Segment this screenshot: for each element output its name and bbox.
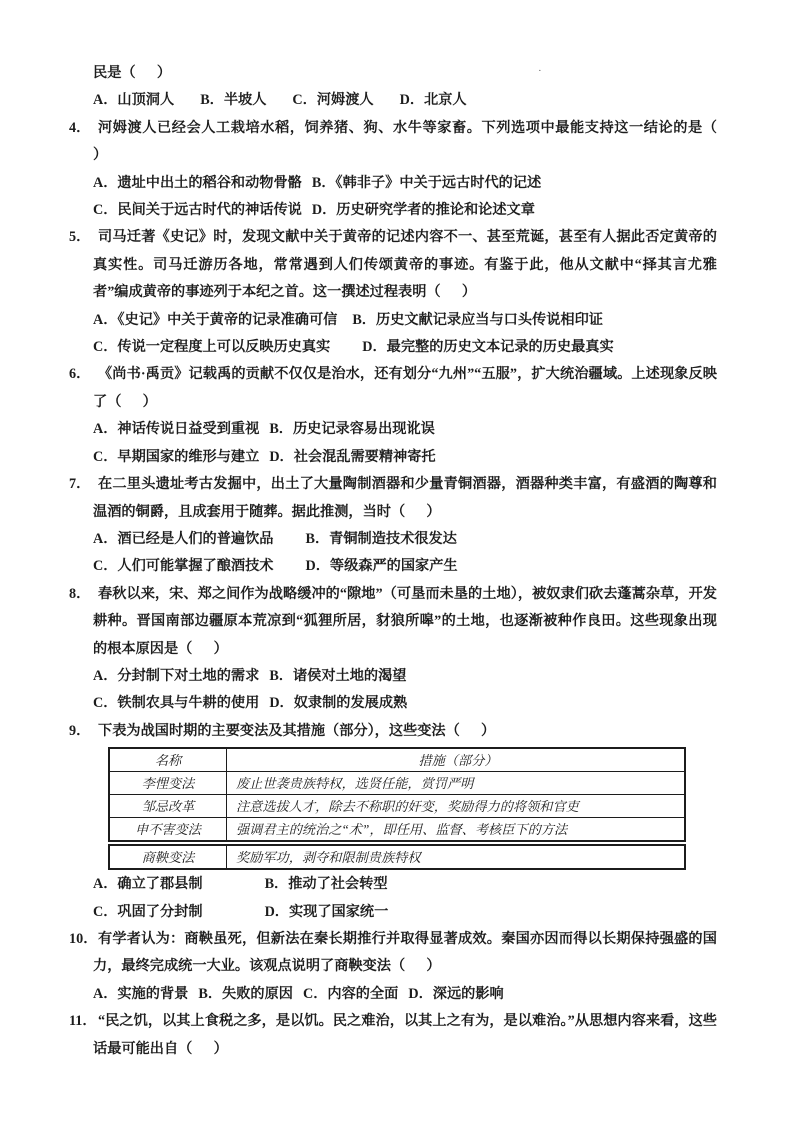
option-b: B．历史记录容易出现讹误 xyxy=(269,421,435,438)
table-row xyxy=(109,845,685,869)
option-a: A．酒已经是人们的普遍饮品 xyxy=(93,530,274,547)
option-b: B．失败的原因 xyxy=(198,985,293,1002)
question-3-continued xyxy=(93,60,717,115)
question-5 xyxy=(69,224,717,361)
option-a: A．遗址中出土的稻谷和动物骨骼 xyxy=(93,174,302,191)
reform-name: 申不害变法 xyxy=(109,818,227,842)
option-d: D．奴隶制的发展成熟 xyxy=(269,695,408,712)
option-line xyxy=(93,981,717,1008)
reforms-table xyxy=(108,747,686,870)
question-stem: “民之饥，以其上食税之多，是以饥。民之难治，以其上之有为，是以难治。”从思想内容来看，这些话最可能出自（ ） xyxy=(93,1013,717,1057)
reform-name: 商鞅变法 xyxy=(109,845,227,869)
reforms-table-split xyxy=(108,844,686,870)
question-4 xyxy=(69,115,739,225)
question-stem: 下表为战国时期的主要变法及其措施（部分），这些变法（ ） xyxy=(98,722,496,739)
question-stem: 司马迁著《史记》时，发现文献中关于黄帝的记述内容不一、甚至荒诞，甚至有人据此否定黄帝的真实性。司马迁游历各地，常常遇到人们传颂黄帝的事迹。有鉴于此，他从文献中“择其言尤雅者”编成黄帝的事迹列于本纪之首。这一撰述过程表明（ ） xyxy=(93,229,717,301)
option-b: B．诸侯对土地的渴望 xyxy=(269,667,407,684)
option-b: B．推动了社会转型 xyxy=(264,876,388,893)
option-d: D．最完整的历史文本记录的历史最真实 xyxy=(362,339,614,356)
option-c: C．内容的全面 xyxy=(302,985,399,1002)
option-a: A．《史记》中关于黄帝的记录准确可信 xyxy=(93,311,338,328)
option-a: A．分封制下对土地的需求 xyxy=(93,667,260,684)
reform-name: 李悝变法 xyxy=(109,772,227,795)
option-d: D．北京人 xyxy=(399,92,467,109)
question-11 xyxy=(69,1008,717,1063)
option-line xyxy=(93,444,717,471)
option-line xyxy=(93,334,717,361)
option-line xyxy=(93,416,717,443)
question-8 xyxy=(69,581,717,718)
reform-measures: 注意选拔人才，除去不称职的奸变，奖励得力的将领和官吏 xyxy=(227,795,686,818)
option-c: C．河姆渡人 xyxy=(292,92,374,109)
option-line xyxy=(93,526,717,553)
question-number: 9． xyxy=(69,722,91,739)
table-header-row xyxy=(109,748,685,772)
option-c: C．早期国家的维形与建立 xyxy=(93,448,260,465)
option-d: D．实现了国家统一 xyxy=(264,903,389,920)
reform-measures: 奖励军功，剥夺和限制贵族特权 xyxy=(227,845,686,869)
question-stem: 在二里头遗址考古发掘中，出土了大量陶制酒器和少量青铜酒器，酒器种类丰富，有盛酒的陶尊和温酒的铜爵，且成套用于随葬。据此推测，当时（ ） xyxy=(93,476,717,520)
question-number: 6． xyxy=(69,366,91,383)
exam-body xyxy=(69,60,739,1063)
question-stem: 河姆渡人已经会人工栽培水稻，饲养猪、狗、水牛等家畜。下列选项中最能支持这一结论的是（ ） xyxy=(93,119,739,164)
option-a: A．神话传说日益受到重视 xyxy=(93,421,260,438)
table-row xyxy=(109,772,685,795)
question-10 xyxy=(69,926,717,1008)
question-stem: 《尚书·禹贡》记载禹的贡献不仅仅是治水，还有划分“九州”“五服”，扩大统治疆域。上述现象反映了（ ） xyxy=(93,366,717,410)
option-c: C．巩固了分封制 xyxy=(93,903,203,920)
option-line xyxy=(93,87,717,114)
option-b: B．青铜制造技术很发达 xyxy=(305,530,457,547)
option-line xyxy=(93,690,717,717)
question-number: 11． xyxy=(69,1013,97,1030)
question-number: 7． xyxy=(69,476,91,493)
option-c: C．铁制农具与牛耕的使用 xyxy=(93,695,260,712)
question-9 xyxy=(69,718,717,926)
option-d: D．历史研究学者的推论和论述文章 xyxy=(311,202,535,219)
option-d: D．等级森严的国家产生 xyxy=(305,558,458,575)
option-a: A．山顶洞人 xyxy=(93,92,175,109)
question-stem: 有学者认为：商鞅虽死，但新法在秦长期推行并取得显著成效。秦国亦因而得以长期保持强盛的国力，最终完成统一大业。该观点说明了商鞅变法（ ） xyxy=(93,930,717,975)
header-measures: 措施（部分） xyxy=(227,748,686,772)
option-line xyxy=(93,170,717,197)
option-c: C．人们可能掌握了酿酒技术 xyxy=(93,558,274,575)
option-line xyxy=(93,899,717,926)
question-stem: 春秋以来，宋、郑之间作为战略缓冲的“隙地”（可垦而未垦的土地），被奴隶们砍去蓬蒿杂草，开发耕种。晋国南部边疆原本荒凉到“狐狸所居，豺狼所嗥”的土地，也逐渐被种作良田。这些现象出现的根本原因是（ ） xyxy=(93,585,717,657)
option-line xyxy=(93,197,717,224)
option-line xyxy=(93,307,717,334)
question-6 xyxy=(69,361,717,471)
option-a: A．实施的背景 xyxy=(93,985,189,1002)
reform-name: 邹忌改革 xyxy=(109,795,227,818)
table-row xyxy=(109,818,685,842)
header-name: 名称 xyxy=(109,748,227,772)
reform-measures: 废止世袭贵族特权，选贤任能，赏罚严明 xyxy=(227,772,686,795)
question-number: 4． xyxy=(69,119,91,136)
question-7 xyxy=(69,471,717,581)
reforms-table-main xyxy=(108,747,686,842)
option-d: D．深远的影响 xyxy=(408,985,504,1002)
option-c: C．传说一定程度上可以反映历史真实 xyxy=(93,339,331,356)
question-number: 10． xyxy=(69,930,98,947)
option-line xyxy=(93,553,717,580)
question-stem: 民是（ ） xyxy=(93,65,172,81)
option-d: D．社会混乱需要精神寄托 xyxy=(269,448,436,465)
option-b: B．半坡人 xyxy=(200,92,267,109)
option-line xyxy=(93,663,717,690)
option-a: A．确立了郡县制 xyxy=(93,876,203,893)
option-line xyxy=(93,871,717,898)
option-c: C．民间关于远古时代的神话传说 xyxy=(93,202,302,219)
question-number: 5． xyxy=(69,229,91,246)
option-b: B．《韩非子》中关于远古时代的记述 xyxy=(311,174,542,191)
reform-measures: 强调君主的统治之“术”，即任用、监督、考核臣下的方法 xyxy=(227,818,686,842)
table-row xyxy=(109,795,685,818)
option-b: B．历史文献记录应当与口头传说相印证 xyxy=(352,311,603,328)
scan-artifact-dot: · xyxy=(538,65,542,77)
question-number: 8． xyxy=(69,585,91,602)
